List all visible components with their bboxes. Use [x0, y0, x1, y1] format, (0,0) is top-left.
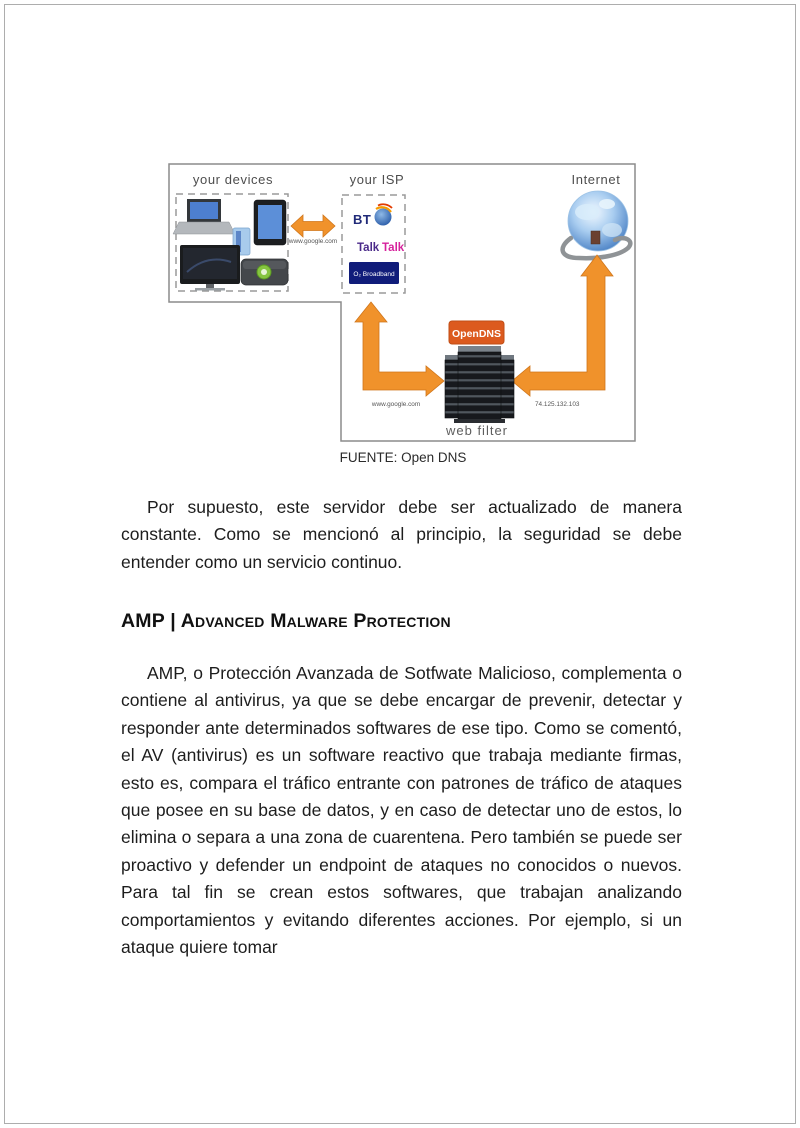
- game-console-icon: [241, 259, 288, 285]
- talktalk-logo-text-1: Talk: [357, 242, 380, 254]
- devices-isp-arrow-label: www.google.com: [288, 238, 338, 245]
- dns-query-arrow-label: www.google.com: [371, 401, 421, 408]
- o2-broadband-logo-text: O₂ Broadband: [353, 271, 395, 278]
- o2-broadband-logo: [349, 262, 399, 284]
- section-heading-amp: AMP | Advanced Malware Protection: [121, 610, 451, 632]
- monitor-icon: [180, 245, 240, 291]
- diagram-outline: [169, 164, 635, 441]
- globe-plug: [591, 231, 600, 244]
- paragraph-servidor: Por supuesto, este servidor debe ser actualizado de manera constante. Como se mencionó al principio, la seguridad se debe entender como un servicio continuo.: [121, 497, 682, 572]
- web-filter-label: web filter: [445, 423, 509, 438]
- figure-caption: FUENTE: Open DNS: [339, 450, 467, 465]
- devices-section-label: your devices: [192, 172, 274, 187]
- talktalk-logo-text-2: Talk: [382, 242, 405, 254]
- opendns-badge: [449, 321, 504, 344]
- server-stack-icon: [445, 346, 514, 423]
- resolved-ip-label: 74.125.132.103: [535, 401, 580, 408]
- document-page: [4, 4, 796, 1124]
- paragraph-amp: AMP, o Protección Avanzada de Sotfwate Malicioso, complementa o contiene al antivirus, ya que se debe encargar de prevenir, detectar y responder ante determinados softwares de ese tipo. Como se comentó, el AV (antivirus) es un software reactivo que trabaja mediante firmas, esto es, compara el tráfico entrante con patrones de tráfico de ataques que posee en su base de datos, y en caso de detectar uno de estos, lo elimina o separa a una zona de cuarentena. Pero también se puede ser proactivo y defender un endpoint de ataques no conocidos o nuevos. Para tal fin se crean estos softwares, que trabajan analizando comportamientos y evitando diferentes acciones. Por ejemplo, si un ataque quiere tomar: [121, 663, 682, 958]
- internet-section-label: Internet: [571, 172, 621, 187]
- opendns-badge-text: OpenDNS: [451, 328, 502, 340]
- bt-logo-text: BT: [353, 212, 372, 227]
- network-diagram-figure: [167, 162, 637, 444]
- isp-section-label: your ISP: [349, 172, 405, 187]
- opendns-diagram: [167, 162, 637, 444]
- tablet-icon: [254, 200, 286, 245]
